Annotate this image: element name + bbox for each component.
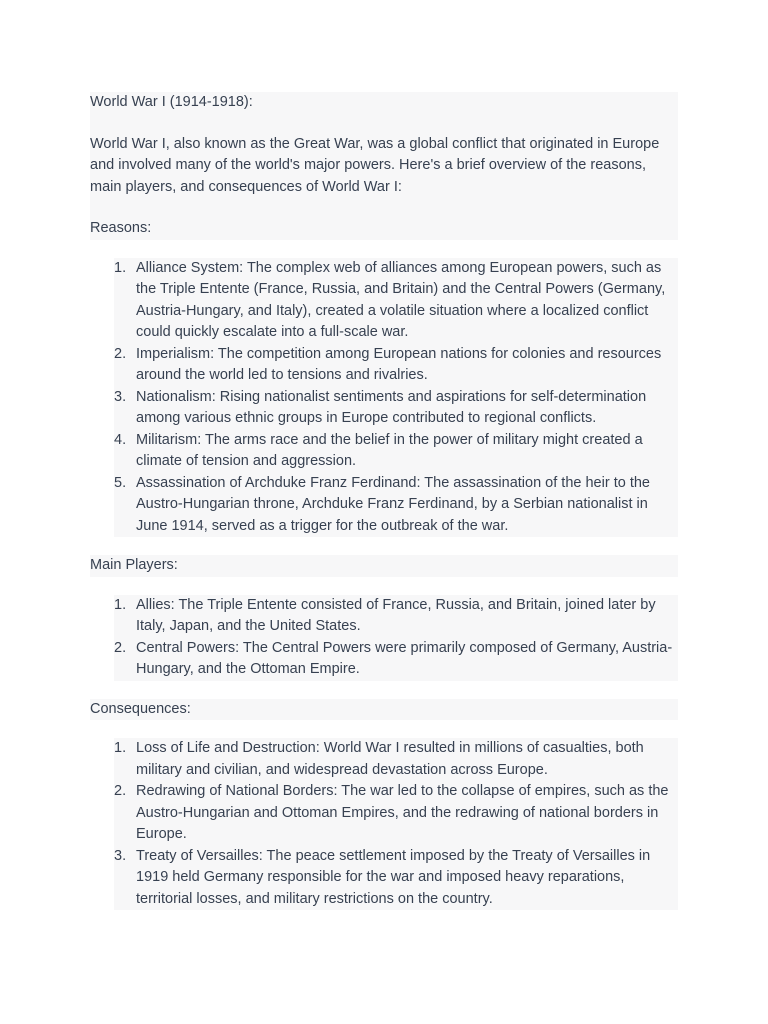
- spacer: [90, 681, 678, 699]
- list-item-text: Militarism: The arms race and the belief in the power of military might created a climate of tension and aggression.: [136, 431, 643, 469]
- players-heading: Main Players:: [90, 557, 178, 573]
- document-title: World War I (1914-1918):: [90, 94, 253, 110]
- list-item: [114, 738, 678, 781]
- list-item: [114, 387, 678, 430]
- list-item: [114, 430, 678, 473]
- spacer: [90, 198, 678, 218]
- list-item-number: 2.: [114, 783, 127, 799]
- spacer: [90, 720, 678, 738]
- consequences-heading-block: [90, 699, 678, 721]
- list-item: [114, 258, 678, 344]
- list-item-text: Assassination of Archduke Franz Ferdinand: The assassination of the heir to the Austro-Hungarian throne, Archduke Franz Ferdinand, by a Serbian nationalist in June 1914, served as a trigger for the outbreak of the war.: [136, 474, 650, 534]
- consequences-heading: Consequences:: [90, 700, 191, 717]
- list-item-text: Imperialism: The competition among European nations for colonies and resources around the world led to tensions and rivalries.: [136, 345, 662, 383]
- list-item: [114, 781, 678, 846]
- reasons-heading: Reasons:: [90, 220, 152, 236]
- list-item-number: 2.: [114, 345, 127, 362]
- list-item-text: Redrawing of National Borders: The war led to the collapse of empires, such as the Austro-Hungarian and Ottoman Empires, and the redrawing of national borders in Europe.: [136, 783, 669, 842]
- list-item-number: 1.: [114, 596, 127, 613]
- spacer: [90, 114, 678, 134]
- list-item: [114, 846, 678, 911]
- consequences-list: [90, 738, 678, 910]
- list-item-text: Alliance System: The complex web of alliances among European powers, such as the Triple Entente (France, Russia, and Britain) and the Central Powers (Germany, Austria-Hungary, and Italy), created a volatile situation where a localized conflict could quickly escalate into a full-scale war.: [136, 259, 666, 340]
- document-body: [90, 92, 678, 910]
- spacer: [90, 537, 678, 555]
- list-item: [114, 473, 678, 538]
- intro-section: [90, 92, 678, 240]
- list-item-number: 4.: [114, 431, 127, 448]
- intro-paragraph: World War I, also known as the Great War, was a global conflict that originated in Europe and involved many of the world's major powers. Here's a brief overview of the reasons, main players, and consequences of World War I:: [90, 135, 660, 195]
- list-item-number: 1.: [114, 259, 127, 276]
- list-item: [114, 344, 678, 387]
- list-item: [114, 595, 678, 638]
- list-item-number: 3.: [114, 388, 127, 405]
- list-item-number: 5.: [114, 474, 127, 491]
- players-heading-block: [90, 555, 678, 577]
- list-item-number: 3.: [114, 847, 127, 864]
- list-item-text: Treaty of Versailles: The peace settlement imposed by the Treaty of Versailles in 1919 held Germany responsible for the war and imposed heavy reparations, territorial losses, and military restrictions on the country.: [136, 847, 651, 907]
- players-list: [90, 595, 678, 681]
- reasons-list: [90, 258, 678, 538]
- list-item-number: 1.: [114, 740, 127, 756]
- list-item: [114, 638, 678, 681]
- spacer: [90, 577, 678, 595]
- list-item-number: 2.: [114, 639, 127, 656]
- list-item-text: Central Powers: The Central Powers were primarily composed of Germany, Austria-Hungary, and the Ottoman Empire.: [136, 639, 673, 677]
- list-item-text: Nationalism: Rising nationalist sentiments and aspirations for self-determination among various ethnic groups in Europe contributed to regional conflicts.: [136, 388, 647, 426]
- list-item-text: Loss of Life and Destruction: World War I resulted in millions of casualties, both military and civilian, and widespread devastation across Europe.: [136, 740, 644, 778]
- list-item-text: Allies: The Triple Entente consisted of France, Russia, and Britain, joined later by Italy, Japan, and the United States.: [136, 596, 656, 634]
- spacer: [90, 240, 678, 258]
